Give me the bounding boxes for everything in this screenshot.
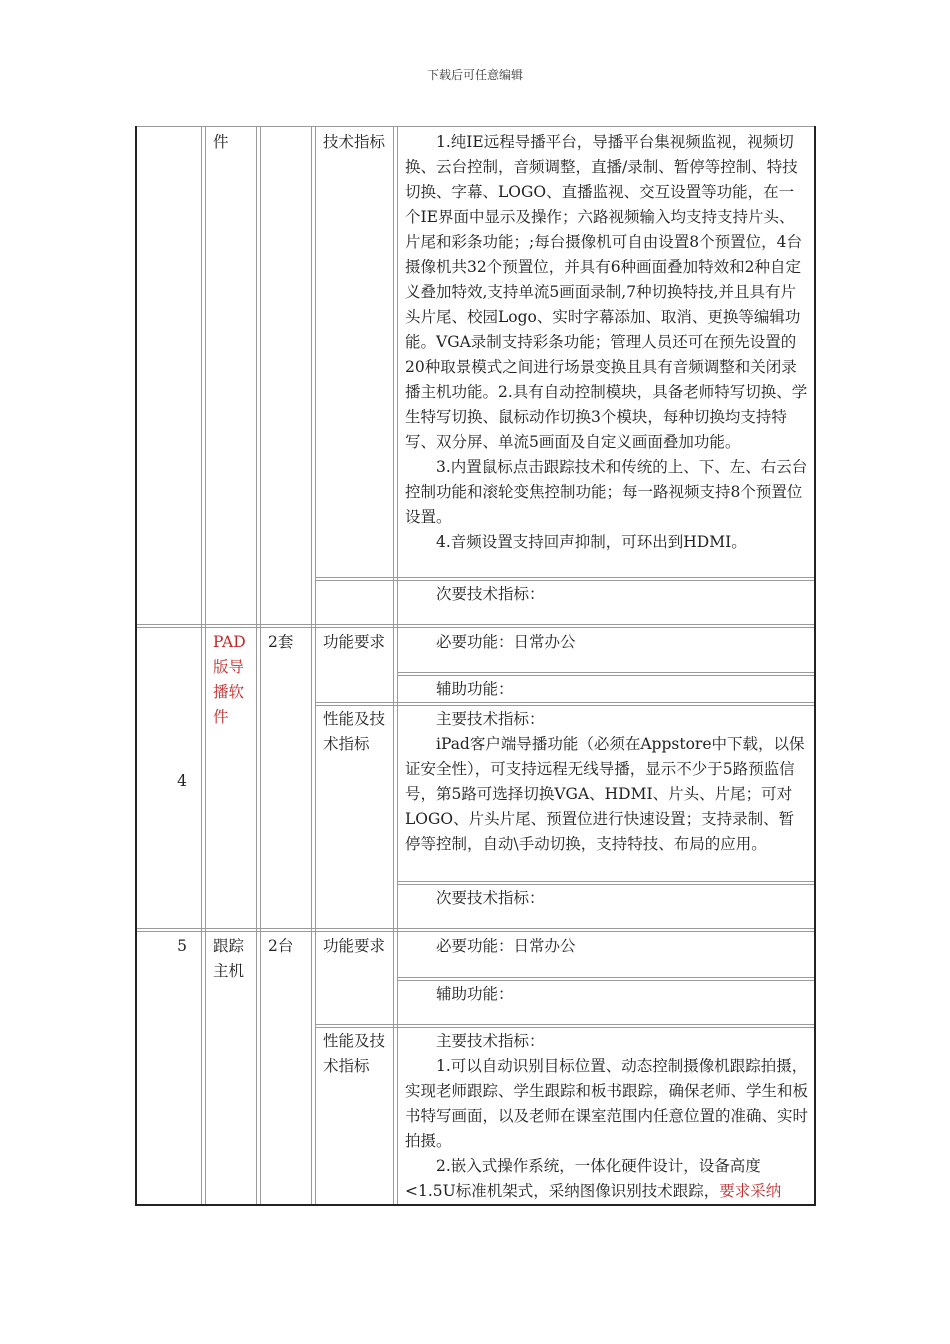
row4-func-bottom xyxy=(315,702,814,706)
row5-perf-para-3 xyxy=(405,1154,809,1204)
row4-perf-label: 性能及技术指标 xyxy=(323,710,386,753)
col-divider-1b xyxy=(205,126,206,1204)
col-divider-4 xyxy=(393,126,394,1204)
row4-perf-content xyxy=(405,707,809,857)
col-divider-3 xyxy=(311,126,312,1204)
row5-name: 跟踪主机 xyxy=(213,937,245,980)
row3-sub-divider xyxy=(315,577,814,581)
row3-name-tail: 件 xyxy=(213,133,229,151)
row5-perf-para-1: 主要技术指标： xyxy=(436,1032,545,1050)
row4-no: 4 xyxy=(177,772,187,790)
row4-secondary-text: 次要技术指标： xyxy=(436,889,545,907)
spec-table xyxy=(135,126,816,1206)
row3-secondary-text: 次要技术指标： xyxy=(436,585,545,603)
row4-func-sub-divider xyxy=(397,672,814,676)
col-divider-1 xyxy=(201,126,202,1204)
row5-func-label: 功能要求 xyxy=(323,937,386,955)
row4-perf-para-1: 主要技术指标： xyxy=(436,710,545,728)
row4-secondary xyxy=(405,886,809,911)
row5-func-sub-divider xyxy=(397,977,814,981)
row5-perf-para-3-highlight: 要求采纳 xyxy=(719,1182,782,1200)
row4-qty: 2套 xyxy=(268,633,294,651)
row4-func-aux xyxy=(405,677,809,702)
row4-perf-para-2: iPad客户端导播功能（必须在Appstore中下载，以保证安全性），可支持远程无线导播，显示不少于5路预监信号，第5路可选择切换VGA、HDMI、片头、片尾；可对LOGO、片头片尾、预置位进行快速设置；支持录制、暂停等控制，自动\手动切换，支持特技、布局的应用。 xyxy=(405,735,805,853)
row5-perf-content xyxy=(405,1029,809,1204)
row3-perf-content xyxy=(405,130,809,555)
row5-perf-label: 性能及技术指标 xyxy=(323,1032,386,1075)
row4-bottom-divider xyxy=(137,928,814,932)
col-divider-3b xyxy=(315,126,316,1204)
col-divider-4b xyxy=(397,126,398,1204)
row5-func-aux xyxy=(405,982,809,1007)
page-header: 下载后可任意编辑 xyxy=(426,68,523,82)
row3-perf-label: 技术指标 xyxy=(323,133,386,151)
row4-func-required xyxy=(405,630,809,655)
row3-perf-para-3: 4.音频设置支持回声抑制，可环出到HDMI。 xyxy=(436,533,747,551)
row5-func-required-text: 必要功能：日常办公 xyxy=(436,937,576,955)
row3-bottom-divider xyxy=(137,624,814,628)
col-divider-2 xyxy=(256,126,257,1204)
row4-name: PAD版导播软件 xyxy=(213,633,246,726)
row5-func-aux-text: 辅助功能： xyxy=(436,985,514,1003)
row5-perf-para-2: 1.可以自动识别目标位置、动态控制摄像机跟踪拍摄，实现老师跟踪、学生跟踪和板书跟踪，确保老师、学生和板书特写画面，以及老师在课室范围内任意位置的准确、实时拍摄。 xyxy=(405,1057,809,1150)
row5-func-bottom xyxy=(315,1024,814,1028)
top-line xyxy=(137,126,814,127)
row5-func-required xyxy=(405,934,809,959)
row3-secondary xyxy=(405,582,809,607)
row5-qty: 2台 xyxy=(268,937,294,955)
row3-perf-para-1: 1.纯IE远程导播平台，导播平台集视频监视，视频切换、云台控制，音频调整，直播/录制、暂停等控制、特技切换、字幕、LOGO、直播监视、交互设置等功能，在一个IE界面中显示及操作；六路视频输入均支持支持片头、片尾和彩条功能；;每台摄像机可自由设置8个预置位，4台摄像机共32个预置位，并具有6种画面叠加特效和2种自定义叠加特效,支持单流5画面录制,7种切换特技,并且具有片头片尾、校园Logo、实时字幕添加、取消、更换等编辑功能。VGA录制支持彩条功能；管理人员还可在预先设置的20种取景模式之间进行场景变换且具有音频调整和关闭录播主机功能。2.具有自动控制模块，具备老师特写切换、学生特写切换、鼠标动作切换3个模块，每种切换均支持特写、双分屏、单流5画面及自定义画面叠加功能。 xyxy=(405,133,808,451)
col-divider-2b xyxy=(260,126,261,1204)
row5-no: 5 xyxy=(177,937,187,955)
row4-func-required-text: 必要功能：日常办公 xyxy=(436,633,576,651)
row4-func-label: 功能要求 xyxy=(323,633,386,651)
row4-func-aux-text: 辅助功能： xyxy=(436,680,514,698)
row5-perf-para-3-text: 2.嵌入式操作系统，一体化硬件设计，设备高度<1.5U标准机架式，采纳图像识别技术跟踪， xyxy=(405,1157,761,1200)
row4-perf-sub-divider xyxy=(397,881,814,885)
row3-perf-para-2: 3.内置鼠标点击跟踪技术和传统的上、下、左、右云台控制功能和滚轮变焦控制功能；每一路视频支持8个预置位设置。 xyxy=(405,458,808,526)
